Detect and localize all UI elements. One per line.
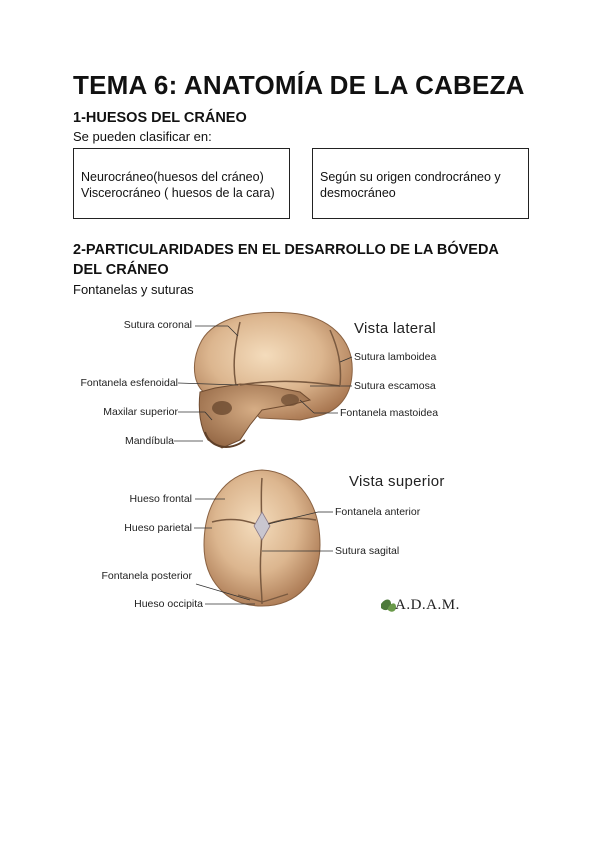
label-fontanela-esfenoidal: Fontanela esfenoidal [80,377,178,389]
label-sutura-sagital: Sutura sagital [335,545,400,557]
label-hueso-occipita: Hueso occipita [134,598,203,610]
box-right-line1: Según su origen condrocráneo y [320,170,501,184]
superior-skull-illustration [204,470,320,606]
box-left-line2: Viscerocráneo ( huesos de la cara) [81,186,275,200]
label-sutura-coronal: Sutura coronal [123,319,192,331]
section2-heading-line2: DEL CRÁNEO [73,262,169,278]
page-title: TEMA 6: ANATOMÍA DE LA CABEZA [73,70,525,100]
label-fontanela-posterior: Fontanela posterior [101,570,192,582]
label-sutura-escamosa: Sutura escamosa [354,380,436,392]
label-maxilar-superior: Maxilar superior [103,406,178,418]
superior-view-title: Vista superior [349,473,445,490]
lateral-skull-illustration [194,312,352,448]
label-mandibula: Mandíbula [124,435,174,447]
label-fontanela-anterior: Fontanela anterior [335,506,421,518]
label-hueso-frontal: Hueso frontal [129,493,192,505]
section2-heading-line1: 2-PARTICULARIDADES EN EL DESARROLLO DE LA BÓVEDA [73,242,499,258]
section1-intro: Se pueden clasificar en: [73,129,212,144]
label-fontanela-mastoidea: Fontanela mastoidea [340,407,439,419]
box-left-line1: Neurocráneo(huesos del cráneo) [81,170,264,184]
label-sutura-lamboidea: Sutura lamboidea [354,351,437,363]
section2-subheading: Fontanelas y suturas [73,282,194,297]
adam-brand-text: A.D.A.M. [395,597,460,613]
section1-heading: 1-HUESOS DEL CRÁNEO [73,110,247,126]
box-right-line2: desmocráneo [320,186,396,200]
label-hueso-parietal: Hueso parietal [124,522,192,534]
adam-logo-icon [381,600,396,612]
lateral-view-title: Vista lateral [354,320,436,337]
